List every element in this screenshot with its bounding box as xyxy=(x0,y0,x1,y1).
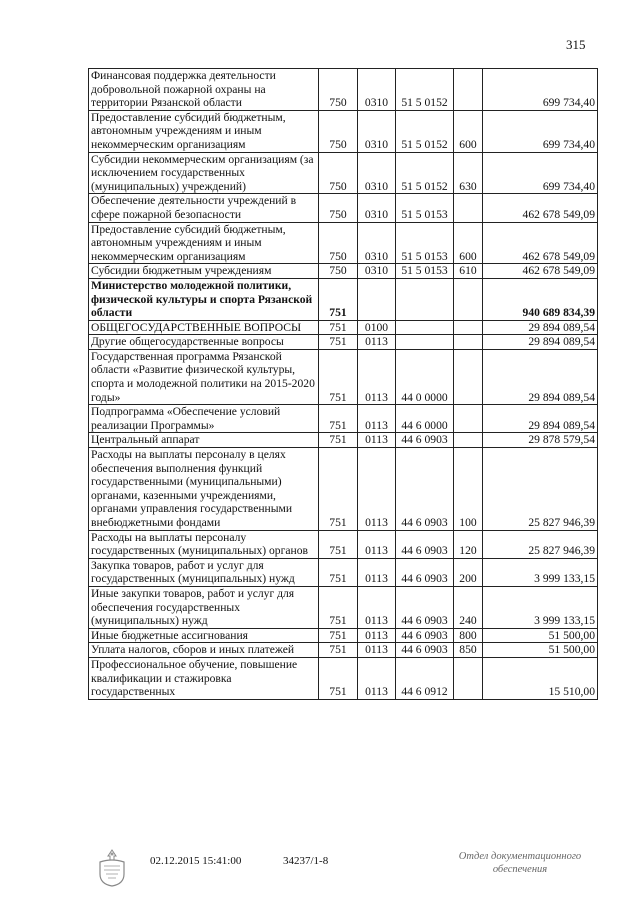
row-amount: 51 500,00 xyxy=(483,628,598,643)
table-row xyxy=(89,349,598,404)
row-admin-code: 751 xyxy=(319,558,358,586)
row-section-code: 0113 xyxy=(358,586,396,628)
table-row xyxy=(89,264,598,279)
row-admin-code: 750 xyxy=(319,264,358,279)
footer-department xyxy=(440,850,600,876)
row-expense-type: 240 xyxy=(454,586,483,628)
table-row xyxy=(89,152,598,194)
row-amount: 462 678 549,09 xyxy=(483,222,598,264)
row-expense-type: 100 xyxy=(454,448,483,531)
row-admin-code: 750 xyxy=(319,69,358,111)
row-section-code: 0310 xyxy=(358,194,396,222)
row-section-code: 0113 xyxy=(358,349,396,404)
row-admin-code: 751 xyxy=(319,657,358,699)
table-row xyxy=(89,405,598,433)
row-amount: 29 894 089,54 xyxy=(483,320,598,335)
row-expense-type: 800 xyxy=(454,628,483,643)
row-amount: 699 734,40 xyxy=(483,69,598,111)
row-amount: 940 689 834,39 xyxy=(483,278,598,320)
row-admin-code: 751 xyxy=(319,335,358,350)
row-amount: 699 734,40 xyxy=(483,110,598,152)
row-expense-type: 630 xyxy=(454,152,483,194)
row-item-code: 51 5 0153 xyxy=(396,222,454,264)
row-name: Уплата налогов, сборов и иных платежей xyxy=(89,643,319,658)
row-name: Субсидии бюджетным учреждениям xyxy=(89,264,319,279)
row-section-code: 0113 xyxy=(358,558,396,586)
row-expense-type: 610 xyxy=(454,264,483,279)
row-item-code: 51 5 0153 xyxy=(396,194,454,222)
row-admin-code: 751 xyxy=(319,278,358,320)
row-expense-type xyxy=(454,405,483,433)
row-admin-code: 751 xyxy=(319,643,358,658)
row-section-code: 0113 xyxy=(358,335,396,350)
table-row xyxy=(89,194,598,222)
row-section-code: 0310 xyxy=(358,110,396,152)
table-row xyxy=(89,278,598,320)
row-section-code: 0310 xyxy=(358,69,396,111)
row-admin-code: 751 xyxy=(319,530,358,558)
row-item-code: 44 6 0903 xyxy=(396,433,454,448)
row-section-code: 0113 xyxy=(358,405,396,433)
budget-table-body xyxy=(89,69,598,700)
row-name: Обеспечение деятельности учреждений в сфере пожарной безопасности xyxy=(89,194,319,222)
table-row xyxy=(89,643,598,658)
row-name: Иные бюджетные ассигнования xyxy=(89,628,319,643)
row-item-code: 51 5 0153 xyxy=(396,264,454,279)
row-expense-type xyxy=(454,335,483,350)
row-name: Предоставление субсидий бюджетным, автономным учреждениям и иным некоммерческим организациям xyxy=(89,110,319,152)
row-expense-type: 200 xyxy=(454,558,483,586)
row-expense-type: 600 xyxy=(454,222,483,264)
row-name: Предоставление субсидий бюджетным, автономным учреждениям и иным некоммерческим организациям xyxy=(89,222,319,264)
row-admin-code: 750 xyxy=(319,222,358,264)
table-row xyxy=(89,110,598,152)
row-expense-type xyxy=(454,320,483,335)
row-admin-code: 751 xyxy=(319,349,358,404)
row-name: Другие общегосударственные вопросы xyxy=(89,335,319,350)
table-row xyxy=(89,628,598,643)
row-section-code: 0310 xyxy=(358,264,396,279)
row-name: ОБЩЕГОСУДАРСТВЕННЫЕ ВОПРОСЫ xyxy=(89,320,319,335)
row-name: Центральный аппарат xyxy=(89,433,319,448)
row-admin-code: 751 xyxy=(319,448,358,531)
row-section-code: 0310 xyxy=(358,152,396,194)
row-expense-type: 850 xyxy=(454,643,483,658)
table-row xyxy=(89,222,598,264)
table-row xyxy=(89,433,598,448)
budget-table xyxy=(88,68,598,700)
row-item-code: 51 5 0152 xyxy=(396,69,454,111)
row-amount: 29 894 089,54 xyxy=(483,349,598,404)
row-amount: 15 510,00 xyxy=(483,657,598,699)
table-row xyxy=(89,448,598,531)
table-row xyxy=(89,320,598,335)
row-item-code: 44 0 0000 xyxy=(396,349,454,404)
row-admin-code: 750 xyxy=(319,194,358,222)
row-name: Подпрограмма «Обеспечение условий реализации Программы» xyxy=(89,405,319,433)
coat-of-arms-icon xyxy=(94,848,130,888)
row-amount: 3 999 133,15 xyxy=(483,586,598,628)
row-section-code: 0113 xyxy=(358,433,396,448)
row-name: Финансовая поддержка деятельности добровольной пожарной охраны на территории Рязанской области xyxy=(89,69,319,111)
row-item-code: 44 6 0903 xyxy=(396,530,454,558)
row-name: Расходы на выплаты персоналу в целях обеспечения выполнения функций государственными (муниципальными) органами, казенными учреждениями, органами управления государственными внебюджетными фондами xyxy=(89,448,319,531)
table-row xyxy=(89,530,598,558)
row-section-code: 0113 xyxy=(358,530,396,558)
footer-department-line2: обеспечения xyxy=(492,864,548,875)
row-section-code xyxy=(358,278,396,320)
footer-department-line1: Отдел документационного xyxy=(458,851,582,862)
row-section-code: 0100 xyxy=(358,320,396,335)
table-row xyxy=(89,558,598,586)
row-section-code: 0113 xyxy=(358,628,396,643)
row-expense-type: 120 xyxy=(454,530,483,558)
row-amount: 29 894 089,54 xyxy=(483,405,598,433)
row-item-code: 44 6 0903 xyxy=(396,628,454,643)
row-amount: 462 678 549,09 xyxy=(483,264,598,279)
table-row xyxy=(89,586,598,628)
row-item-code xyxy=(396,320,454,335)
footer-doc-number: 34237/1-8 xyxy=(283,855,329,867)
row-item-code: 44 6 0903 xyxy=(396,448,454,531)
row-name: Иные закупки товаров, работ и услуг для обеспечения государственных (муниципальных) нужд xyxy=(89,586,319,628)
row-item-code: 44 6 0903 xyxy=(396,643,454,658)
row-amount: 29 878 579,54 xyxy=(483,433,598,448)
row-admin-code: 751 xyxy=(319,628,358,643)
table-row xyxy=(89,657,598,699)
row-item-code: 44 6 0903 xyxy=(396,586,454,628)
row-name: Министерство молодежной политики, физической культуры и спорта Рязанской области xyxy=(89,278,319,320)
row-amount: 51 500,00 xyxy=(483,643,598,658)
row-item-code xyxy=(396,278,454,320)
row-admin-code: 751 xyxy=(319,586,358,628)
row-amount: 25 827 946,39 xyxy=(483,448,598,531)
row-name: Профессиональное обучение, повышение квалификации и стажировка государственных xyxy=(89,657,319,699)
row-expense-type xyxy=(454,69,483,111)
row-item-code xyxy=(396,335,454,350)
row-item-code: 44 6 0000 xyxy=(396,405,454,433)
row-expense-type xyxy=(454,278,483,320)
row-name: Субсидии некоммерческим организациям (за исключением государственных (муниципальных) учреждений) xyxy=(89,152,319,194)
row-expense-type xyxy=(454,433,483,448)
row-admin-code: 751 xyxy=(319,405,358,433)
row-admin-code: 750 xyxy=(319,152,358,194)
row-expense-type xyxy=(454,657,483,699)
row-section-code: 0113 xyxy=(358,448,396,531)
table-row xyxy=(89,335,598,350)
row-admin-code: 751 xyxy=(319,433,358,448)
row-section-code: 0310 xyxy=(358,222,396,264)
row-admin-code: 751 xyxy=(319,320,358,335)
row-item-code: 51 5 0152 xyxy=(396,152,454,194)
row-item-code: 51 5 0152 xyxy=(396,110,454,152)
row-section-code: 0113 xyxy=(358,643,396,658)
row-expense-type xyxy=(454,349,483,404)
row-expense-type xyxy=(454,194,483,222)
row-item-code: 44 6 0912 xyxy=(396,657,454,699)
row-amount: 699 734,40 xyxy=(483,152,598,194)
row-amount: 3 999 133,15 xyxy=(483,558,598,586)
page-number: 315 xyxy=(566,37,586,52)
row-amount: 462 678 549,09 xyxy=(483,194,598,222)
row-admin-code: 750 xyxy=(319,110,358,152)
table-row xyxy=(89,69,598,111)
row-item-code: 44 6 0903 xyxy=(396,558,454,586)
row-amount: 25 827 946,39 xyxy=(483,530,598,558)
row-name: Государственная программа Рязанской области «Развитие физической культуры, спорта и молодежной политики на 2015-2020 годы» xyxy=(89,349,319,404)
row-expense-type: 600 xyxy=(454,110,483,152)
footer-datetime: 02.12.2015 15:41:00 xyxy=(150,855,242,867)
row-name: Расходы на выплаты персоналу государственных (муниципальных) органов xyxy=(89,530,319,558)
row-section-code: 0113 xyxy=(358,657,396,699)
row-amount: 29 894 089,54 xyxy=(483,335,598,350)
row-name: Закупка товаров, работ и услуг для государственных (муниципальных) нужд xyxy=(89,558,319,586)
